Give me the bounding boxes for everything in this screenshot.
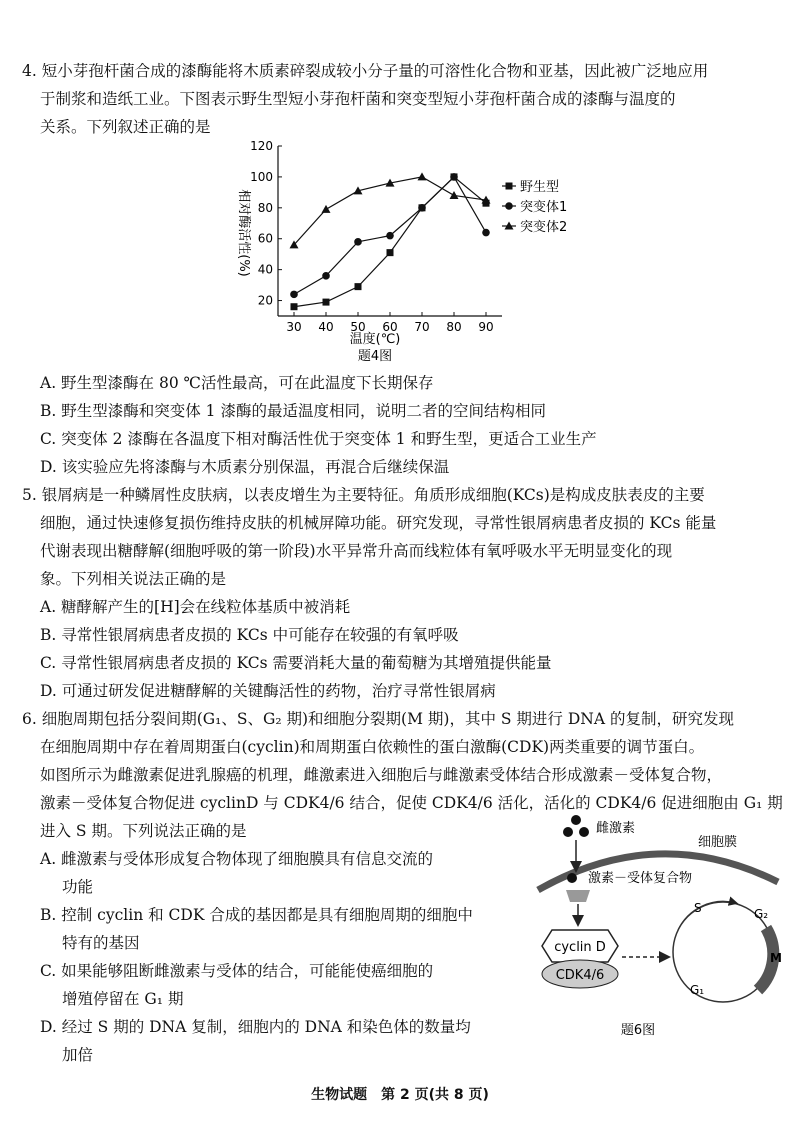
data-point-3: [450, 191, 459, 199]
data-point-2: [418, 204, 426, 212]
q4-line-3: 关系。下列叙述正确的是: [40, 118, 211, 136]
q6-line-2: 在细胞周期中存在着周期蛋白(cyclin)和周期蛋白依赖性的蛋白激酶(CDK)两类重要的调节蛋白。: [40, 738, 705, 756]
data-point-1: [291, 303, 298, 310]
q4-chart: [210, 138, 568, 368]
x-tick-label: 50: [350, 320, 366, 334]
x-tick-label: 30: [286, 320, 302, 334]
q4-option-d: D. 该实验应先将漆酶与木质素分别保温，再混合后继续保温: [40, 458, 450, 476]
data-point-1: [323, 299, 330, 306]
x-tick-label: 70: [414, 320, 430, 334]
legend-marker: [506, 183, 513, 190]
legend-label: 突变体2: [520, 220, 568, 235]
q5-option-c: C. 寻常性银屑病患者皮损的 KCs 需要消耗大量的葡萄糖为其增殖提供能量: [40, 654, 552, 672]
data-point-1: [355, 283, 362, 290]
page-footer: 生物试题 第 2 页(共 8 页): [311, 1087, 489, 1103]
q5-option-d: D. 可通过研发促进糖酵解的关键酶活性的药物，治疗寻常性银屑病: [40, 682, 496, 700]
q4-option-c: C. 突变体 2 漆酶在各温度下相对酶活性优于突变体 1 和野生型，更适合工业生产: [40, 430, 597, 448]
q4-option-a: A. 野生型漆酶在 80 ℃活性最高，可在此温度下长期保存: [40, 374, 434, 392]
q5-option-b: B. 寻常性银屑病患者皮损的 KCs 中可能存在较强的有氧呼吸: [40, 626, 459, 644]
q6-option-a-cont: 功能: [62, 878, 94, 896]
estrogen-dot: [579, 827, 589, 837]
q5-line-3: 代谢表现出糖酵解(细胞呼吸的第一阶段)水平异常升高而线粒体有氧呼吸水平无明显变化的现: [40, 542, 673, 560]
data-point-1: [387, 249, 394, 256]
q6-option-a: A. 雌激素与受体形成复合物体现了细胞膜具有信息交流的: [40, 850, 434, 868]
x-axis-label: 温度(℃): [349, 332, 401, 347]
q6-option-b-cont: 特有的基因: [62, 934, 140, 952]
legend-label: 突变体1: [520, 200, 568, 215]
phase-s-label: S: [694, 901, 702, 915]
data-point-2: [482, 229, 490, 237]
q6-option-c-cont: 增殖停留在 G₁ 期: [62, 990, 184, 1008]
x-tick-label: 40: [318, 320, 334, 334]
x-tick-label: 60: [382, 320, 398, 334]
x-tick-label: 90: [478, 320, 494, 334]
legend-marker: [505, 202, 513, 210]
q5-line-2: 细胞，通过快速修复损伤维持皮肤的机械屏障功能。研究发现，寻常性银屑病患者皮损的 KCs 能量: [40, 514, 717, 532]
legend-label: 野生型: [520, 180, 560, 195]
estrogen-dot: [563, 827, 573, 837]
y-tick-label: 100: [250, 169, 273, 184]
y-axis-label: 相对酶活性(%): [236, 189, 251, 277]
estrogen-dot: [571, 815, 581, 825]
q6-line-3: 如图所示为雌激素促进乳腺癌的机理，雌激素进入细胞后与雌激素受体结合形成激素－受体复合物，: [40, 766, 723, 784]
receptor-shape: [566, 890, 590, 902]
q6-figure-caption: 题6图: [620, 1023, 656, 1038]
y-tick-label: 80: [257, 200, 273, 215]
y-tick-label: 120: [250, 139, 273, 153]
data-point-2: [450, 173, 458, 181]
hormone-dot: [567, 873, 577, 883]
q4-line-2: 于制浆和造纸工业。下图表示野生型短小芽孢杆菌和突变型短小芽孢杆菌合成的漆酶与温度的: [40, 90, 676, 108]
q5-line-1: 5. 银屑病是一种鳞屑性皮肤病，以表皮增生为主要特征。角质形成细胞(KCs)是构成皮肤表皮的主要: [22, 486, 705, 504]
q6-line-1: 6. 细胞周期包括分裂间期(G₁、S、G₂ 期)和细胞分裂期(M 期)，其中 S 期进行 DNA 的复制，研究发现: [22, 710, 734, 728]
complex-label: 激素－受体复合物: [588, 871, 693, 886]
phase-g1-label: G₁: [690, 983, 705, 997]
q4-line-1: 4. 短小芽孢杆菌合成的漆酶能将木质素碎裂成较小分子量的可溶性化合物和亚基，因此被广泛地应用: [22, 62, 709, 80]
x-tick-label: 80: [446, 320, 462, 334]
y-tick-label: 40: [257, 262, 273, 277]
q5-option-a: A. 糖酵解产生的[H]会在线粒体基质中被消耗: [40, 598, 351, 616]
phase-m-label: M: [770, 951, 782, 965]
membrane-label: 细胞膜: [698, 835, 738, 850]
estrogen-label: 雌激素: [596, 821, 636, 836]
data-point-2: [386, 232, 394, 240]
data-point-3: [322, 205, 331, 213]
cdk46-label: CDK4/6: [555, 968, 605, 983]
q6-option-d: D. 经过 S 期的 DNA 复制，细胞内的 DNA 和染色体的数量均: [40, 1018, 471, 1036]
q4-figure-caption: 题4图: [357, 349, 393, 364]
phase-g2-label: G₂: [754, 907, 769, 921]
q6-diagram: [508, 812, 788, 1044]
q6-option-c: C. 如果能够阻断雌激素与受体的结合，可能能使癌细胞的: [40, 962, 434, 980]
data-point-2: [290, 291, 298, 299]
y-tick-label: 20: [257, 293, 273, 308]
q6-option-d-cont: 加倍: [62, 1046, 94, 1064]
q6-line-4: 激素－受体复合物促进 cyclinD 与 CDK4/6 结合，促使 CDK4/6 活化，活化的 CDK4/6 促进细胞由 G₁ 期: [40, 794, 783, 812]
q6-line-5: 进入 S 期。下列说法正确的是: [40, 822, 247, 840]
data-point-2: [322, 272, 330, 280]
data-point-2: [354, 238, 362, 246]
q4-option-b: B. 野生型漆酶和突变体 1 漆酶的最适温度相同，说明二者的空间结构相同: [40, 402, 546, 420]
y-tick-label: 60: [257, 231, 273, 246]
q5-line-4: 象。下列相关说法正确的是: [40, 570, 227, 588]
data-point-3: [418, 172, 427, 180]
q6-option-b: B. 控制 cyclin 和 CDK 合成的基因都是具有细胞周期的细胞中: [40, 906, 473, 924]
cyclin-d-label: cyclin D: [554, 940, 606, 955]
cycle-arrow-s: [678, 901, 736, 930]
